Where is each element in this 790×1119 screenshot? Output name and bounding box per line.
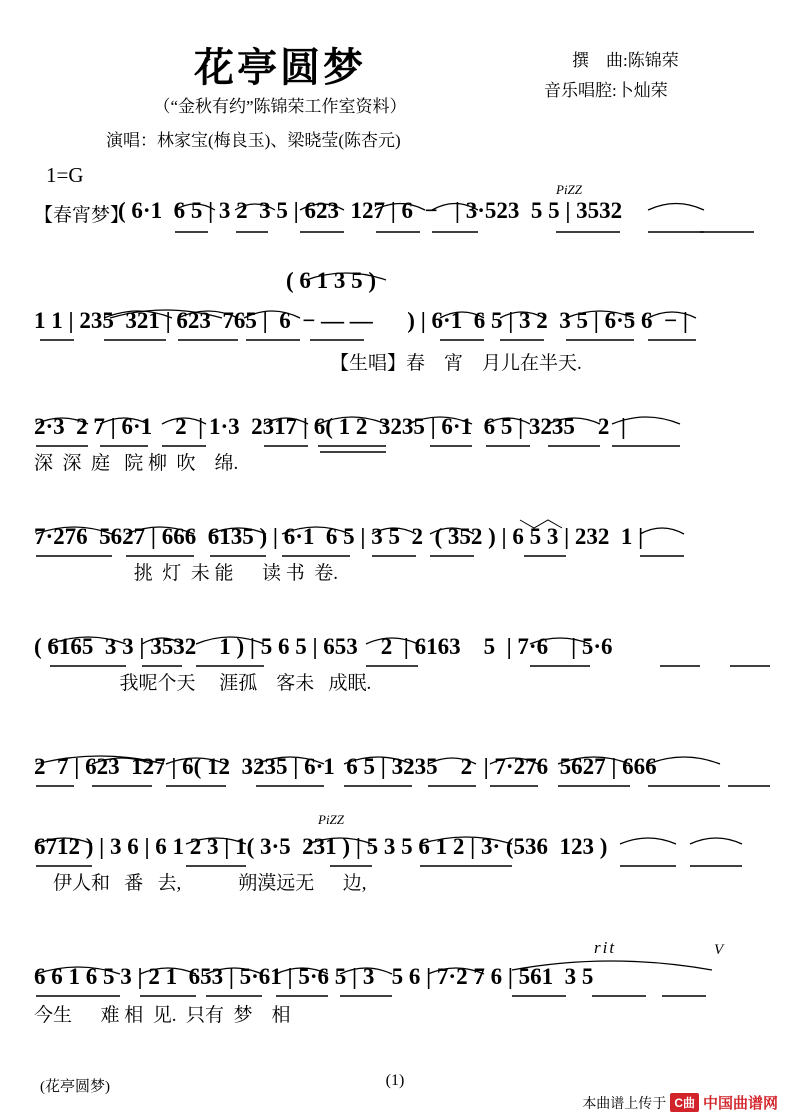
pizz-mark-1: PiZZ [556, 182, 583, 197]
upload-text: 本曲谱上传于 [582, 1096, 667, 1112]
score-line-7 [0, 626, 790, 694]
site-logo-text[interactable]: 中国曲谱网 [702, 1096, 778, 1112]
credit-arranger: 音乐唱腔:卜灿荣 [544, 81, 668, 100]
credit-composer: 撰 曲:陈锦荣 [572, 51, 679, 70]
line8-notes: 2 7 | 623 127 | 6( 12 3235 | 6·1 6 5 | 3235 2 | 7·276 5627 | 666 [34, 754, 657, 779]
score-line-9 [0, 812, 790, 894]
line7-notes: ( 6165 3 3 | 3532 1 ) | 5 6 5 | 653 2 | 6163 5 | 7·6 | 5·6 [34, 634, 613, 659]
line7-lyrics: 我呢个天 涯孤 客未 成眠. [34, 673, 372, 694]
line9-notes: 6712 ) | 3 6 | 6 1 2 3 | 1( 3·5 231 ) | 5 3 5 6 1 2 | 3· (536 123 ) [34, 834, 608, 859]
line5-lyrics: 深 深 庭 院 柳 吹 绵. [34, 453, 239, 474]
key-signature: 1=G [46, 163, 84, 187]
subtitle: （“金秋有约”陈锦荣工作室资料） [153, 97, 407, 116]
breath-mark: V [714, 942, 724, 958]
score-line-5 [0, 406, 790, 474]
section-label-chunxiaomeng: 【春宵梦】 [34, 205, 130, 226]
line1-notes: ( 6·1 6 5 | 3 2 3 5 | 623 127 | 6 − | 3·523 5 5 | 3532 [118, 198, 623, 223]
line2-slurs [0, 258, 790, 298]
line5-notes: 2·3 2 7 | 6·1 2 | 1·3 2317 | 6( 1 2 3235 | 6·1 6 5 | 3235 2 | [34, 414, 626, 439]
line4-lyrics: 【生唱】春 宵 月儿在半天. [330, 353, 582, 374]
line6-lyrics: 挑 灯 未 能 读 书 卷. [34, 563, 339, 584]
score-line-3 [0, 296, 790, 352]
footer-song-name: (花亭圆梦) [40, 1079, 110, 1095]
score-line-8 [0, 746, 790, 802]
line6-notes: 7·276 5627 | 666 6135 ) | 6·1 6 5 | 3 5 2 ( 352 ) | 6 5 3 | 232 1 | [34, 524, 644, 549]
line9-lyrics: 伊人和 番 去, 朔漠远无 边, [34, 873, 367, 894]
line10-notes: 6 6 1 6 5 3 | 2 1 653 | 5·61 | 5·6 5 | 3 5 6 | 7·2 7 6 | 561 3 5 [34, 964, 594, 989]
performers-line: 演唱：林家宝(梅良玉)、梁晓莹(陈杏元) [106, 131, 401, 150]
line3-notes: 1 1 | 235 321 | 623 765 | 6 − — — ) | 6·1 6 5 | 3 2 3 5 | 6·5 6 − | [34, 308, 688, 333]
page-number: (1) [385, 1072, 405, 1089]
line10-lyrics: 今生 难 相 见. 只有 梦 相 [34, 1005, 291, 1026]
site-logo-badge: C曲 [670, 1093, 699, 1112]
pizz-mark-2: PiZZ [318, 812, 345, 827]
score-line-4 [0, 348, 790, 404]
score-line-10 [0, 938, 790, 1026]
page-title: 花亭圆梦 [194, 45, 366, 90]
footer-credit [582, 1092, 778, 1113]
rit-mark: rit [594, 938, 617, 957]
score-line-1 [0, 182, 790, 252]
line2-notes: ( 6 1 3 5 ) [286, 268, 377, 293]
score-line-6 [0, 516, 790, 584]
